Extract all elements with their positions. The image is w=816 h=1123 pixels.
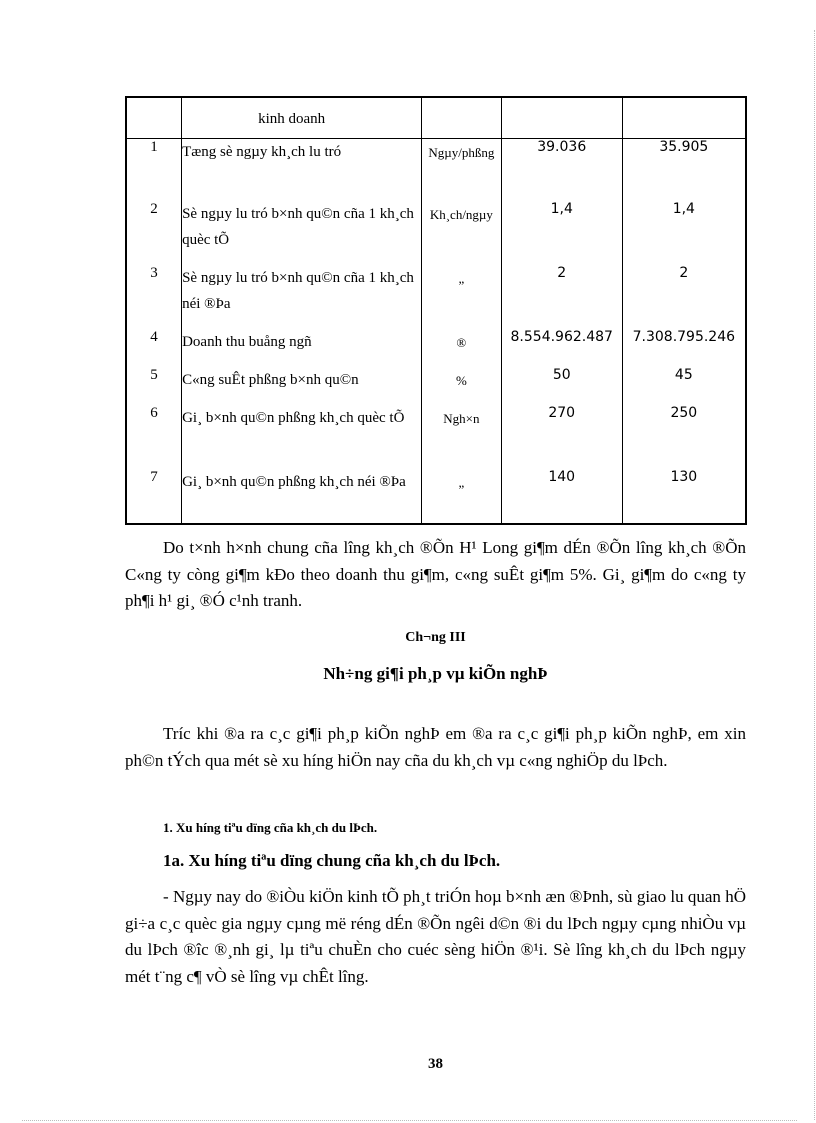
row-indicator: Tæng sè ngµy kh¸ch lu tró	[182, 139, 422, 202]
row-unit: Kh¸ch/ngµy	[421, 201, 501, 265]
row-value-year1: 39.036	[501, 139, 622, 202]
row-unit: ®	[421, 329, 501, 367]
page-number: 38	[428, 1056, 443, 1072]
row-number: 5	[150, 367, 158, 383]
row-number: 4	[150, 329, 158, 345]
row-unit: Ngµy/phßng	[421, 139, 501, 202]
row-unit: „	[421, 265, 501, 329]
row-value-year1: 270	[501, 405, 622, 469]
row-unit: Ngh×n	[421, 405, 501, 469]
chapter-label: Ch¬ng III	[405, 630, 466, 645]
row-number: 1	[150, 139, 158, 155]
section-heading-1: 1. Xu híng tiªu dïng cña kh¸ch du lÞch.	[163, 820, 378, 835]
row-value-year2: 45	[622, 367, 746, 405]
row-indicator: Doanh thu buång ngñ	[182, 329, 422, 367]
row-number: 7	[150, 469, 158, 485]
row-value-year2: 130	[622, 469, 746, 524]
paragraph-intro: Tríc khi ®a ra c¸c gi¶i ph¸p kiÕn nghÞ em ®a ra c¸c gi¶i ph¸p kiÕn nghÞ, em xin ph©n tÝch qua mét sè xu híng hiÖn nay cña du kh¸ch vµ c«ng nghiÖp du lÞch.	[125, 724, 746, 770]
table-row	[126, 367, 746, 405]
paragraph-revenue-decline: Do t×nh h×nh chung cña lîng kh¸ch ®Õn H¹ Long gi¶m dÉn ®Õn lîng kh¸ch ®Õn C«ng ty còng gi¶m kÐo theo doanh thu gi¶m, c«ng suÊt gi¶m 5%. Gi¸ gi¶m do c«ng ty ph¶i h¹ gi¸ ®Ó c¹nh tranh.	[125, 538, 746, 610]
table-row	[126, 469, 746, 524]
row-indicator: C«ng suÊt phßng b×nh qu©n	[182, 367, 422, 405]
row-value-year2: 35.905	[622, 139, 746, 202]
table-row	[126, 265, 746, 329]
row-number: 6	[150, 405, 158, 421]
row-value-year2: 250	[622, 405, 746, 469]
row-value-year1: 1,4	[501, 201, 622, 265]
chapter-title: Nh÷ng gi¶i ph¸p vµ kiÕn nghÞ	[323, 664, 548, 683]
statistics-table	[125, 96, 747, 525]
table-row	[126, 405, 746, 469]
row-value-year1: 8.554.962.487	[501, 329, 622, 367]
table-header-row	[126, 97, 746, 139]
row-unit: „	[421, 469, 501, 524]
row-value-year1: 140	[501, 469, 622, 524]
table-header-cell: kinh doanh	[182, 97, 422, 139]
paragraph-trends: - Ngµy nay do ®iÒu kiÖn kinh tÕ ph¸t triÓn hoµ b×nh æn ®Þnh, sù giao lu quan hÖ gi÷a c¸c quèc gia ngµy cµng më réng dÉn ®Õn ngêi d©n ®i du lÞch ngµy cµng nhiÒu vµ du lÞch ®îc ®¸nh gi¸ lµ tiªu chuÈn cho cuéc sèng hiÖn ®¹i. Sè lîng kh¸ch du lÞch ngµy mét t¨ng c¶ vÒ sè lîng vµ chÊt lîng.	[125, 887, 746, 986]
row-value-year2: 1,4	[622, 201, 746, 265]
table-row	[126, 329, 746, 367]
row-number: 3	[150, 265, 158, 281]
row-indicator: Sè ngµy lu tró b×nh qu©n cña 1 kh¸ch quèc tÕ	[182, 201, 422, 265]
page-edge-right	[814, 30, 815, 1120]
row-indicator: Gi¸ b×nh qu©n phßng kh¸ch néi ®Þa	[182, 469, 422, 524]
table-row	[126, 201, 746, 265]
page-edge-bottom	[22, 1120, 797, 1121]
row-value-year2: 7.308.795.246	[622, 329, 746, 367]
row-value-year1: 2	[501, 265, 622, 329]
row-unit: %	[421, 367, 501, 405]
row-value-year2: 2	[622, 265, 746, 329]
row-number: 2	[150, 201, 158, 217]
row-indicator: Sè ngµy lu tró b×nh qu©n cña 1 kh¸ch néi ®Þa	[182, 265, 422, 329]
row-indicator: Gi¸ b×nh qu©n phßng kh¸ch quèc tÕ	[182, 405, 422, 469]
table-row	[126, 139, 746, 202]
row-value-year1: 50	[501, 367, 622, 405]
section-heading-1a: 1a. Xu híng tiªu dïng chung cña kh¸ch du lÞch.	[163, 851, 501, 870]
